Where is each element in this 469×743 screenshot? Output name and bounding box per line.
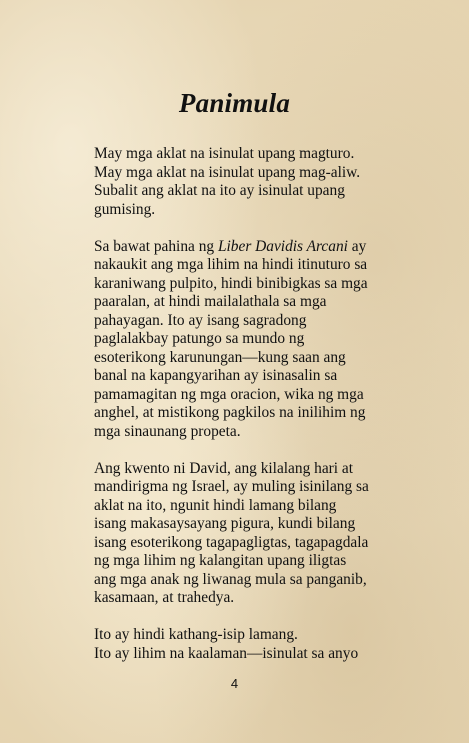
text-line: mga sinaunang propeta. [94, 422, 241, 440]
text-line: pamamagitan ng mga oracion, wika ng mga [94, 385, 364, 403]
paragraph-gap [94, 441, 394, 460]
text-line: gumising. [94, 200, 156, 218]
line-suffix: ay [347, 237, 367, 255]
line-prefix: Sa bawat pahina ng [94, 237, 218, 255]
text-line: ng mga lihim ng kalangitan upang iligtas [94, 552, 347, 569]
page-number: 4 [230, 676, 239, 691]
paragraph-gap [94, 608, 394, 627]
text-line: esoterikong karunungan—kung saan ang [94, 348, 346, 366]
text-line: anghel, at mistikong pagkilos na inilihim ng [94, 404, 366, 421]
paragraph-1 [94, 145, 394, 219]
text-line: May mga aklat na isinulat upang mag-aliw. [94, 163, 361, 181]
body-text [94, 145, 394, 663]
text-line: nakaukit ang mga lihim na hindi itinuturo sa [94, 256, 368, 273]
paragraph-gap [94, 219, 394, 238]
text-line: aklat na ito, ngunit hindi lamang bilang [94, 496, 337, 514]
text-line: pahayagan. Ito ay isang sagradong [94, 311, 307, 329]
text-line: Ito ay lihim na kaalaman—isinulat sa anyo [94, 644, 359, 662]
text-line: mandirigma ng Israel, ay muling isinilang sa [94, 478, 369, 495]
text-line [94, 238, 394, 257]
text-line: banal na kapangyarihan ay isinasalin sa [94, 367, 338, 384]
text-line: Subalit ang aklat na ito ay isinulat upang [94, 182, 345, 199]
text-line: May mga aklat na isinulat upang magturo. [94, 145, 355, 162]
text-line: paaralan, at hindi mailalathala sa mga [94, 293, 327, 310]
text-line: isang esoterikong tagapagligtas, tagapagdala [94, 533, 369, 551]
text-line: Ang kwento ni David, ang kilalang hari at [94, 459, 354, 477]
paragraph-2 [94, 238, 394, 442]
paragraph-4 [94, 626, 394, 663]
text-line: paglalakbay patungo sa mundo ng [94, 330, 305, 347]
text-line: karaniwang pulpito, hindi binibigkas sa mga [94, 274, 368, 292]
text-line: kasamaan, at trahedya. [94, 589, 235, 606]
text-line: Ito ay hindi kathang-isip lamang. [94, 626, 298, 643]
text-line: ang mga anak ng liwanag mula sa panganib, [94, 570, 367, 588]
book-title: Liber Davidis Arcani [217, 237, 348, 255]
chapter-title: Panimula [178, 88, 291, 118]
text-line: isang makasaysayang pigura, kundi bilang [94, 515, 356, 532]
paragraph-3 [94, 460, 394, 608]
